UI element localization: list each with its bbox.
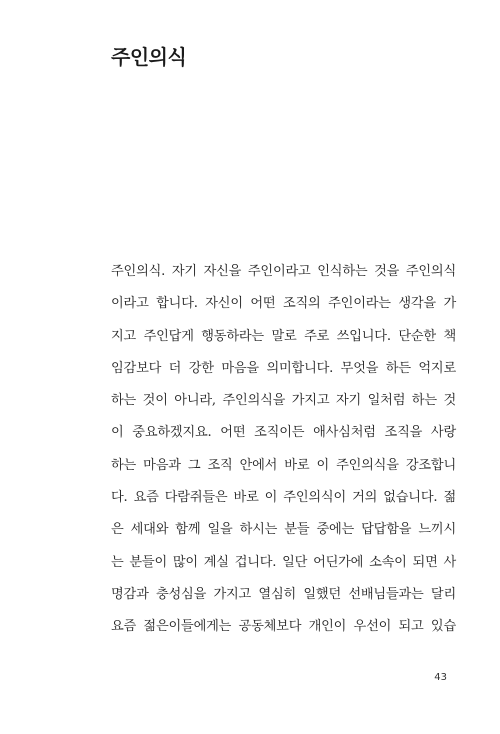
- page-number: 43: [434, 672, 447, 683]
- body-paragraph: [111, 256, 456, 644]
- text-line: 은 세대와 함께 일을 하시는 분들 중에는 답답함을 느끼시: [111, 522, 456, 538]
- text-line: 는 분들이 많이 계실 겁니다. 일단 어딘가에 소속이 되면 사: [111, 554, 456, 570]
- text-line: 하는 것이 아니라, 주인의식을 가지고 자기 일처럼 하는 것: [111, 393, 456, 409]
- text-line: 다. 요즘 다람쥐들은 바로 이 주인의식이 거의 없습니다. 젊: [111, 490, 456, 506]
- text-line: 하는 마음과 그 조직 안에서 바로 이 주인의식을 강조합니: [111, 457, 456, 473]
- text-line: 주인의식. 자기 자신을 주인이라고 인식하는 것을 주인의식: [111, 264, 456, 279]
- text-line: 임감보다 더 강한 마음을 의미합니다. 무엇을 하든 억지로: [111, 360, 456, 376]
- text-line: 이라고 합니다. 자신이 어떤 조직의 주인이라는 생각을 가: [111, 296, 456, 312]
- text-line: 명감과 충성심을 가지고 열심히 일했던 선배님들과는 달리: [111, 586, 456, 602]
- text-line: 요즘 젊은이들에게는 공동체보다 개인이 우선이 되고 있습: [111, 619, 456, 635]
- page-title: 주인의식: [111, 45, 187, 69]
- text-line: 이 중요하겠지요. 어떤 조직이든 애사심처럼 조직을 사랑: [111, 425, 456, 441]
- text-line: 지고 주인답게 행동하라는 말로 주로 쓰입니다. 단순한 책: [111, 328, 456, 344]
